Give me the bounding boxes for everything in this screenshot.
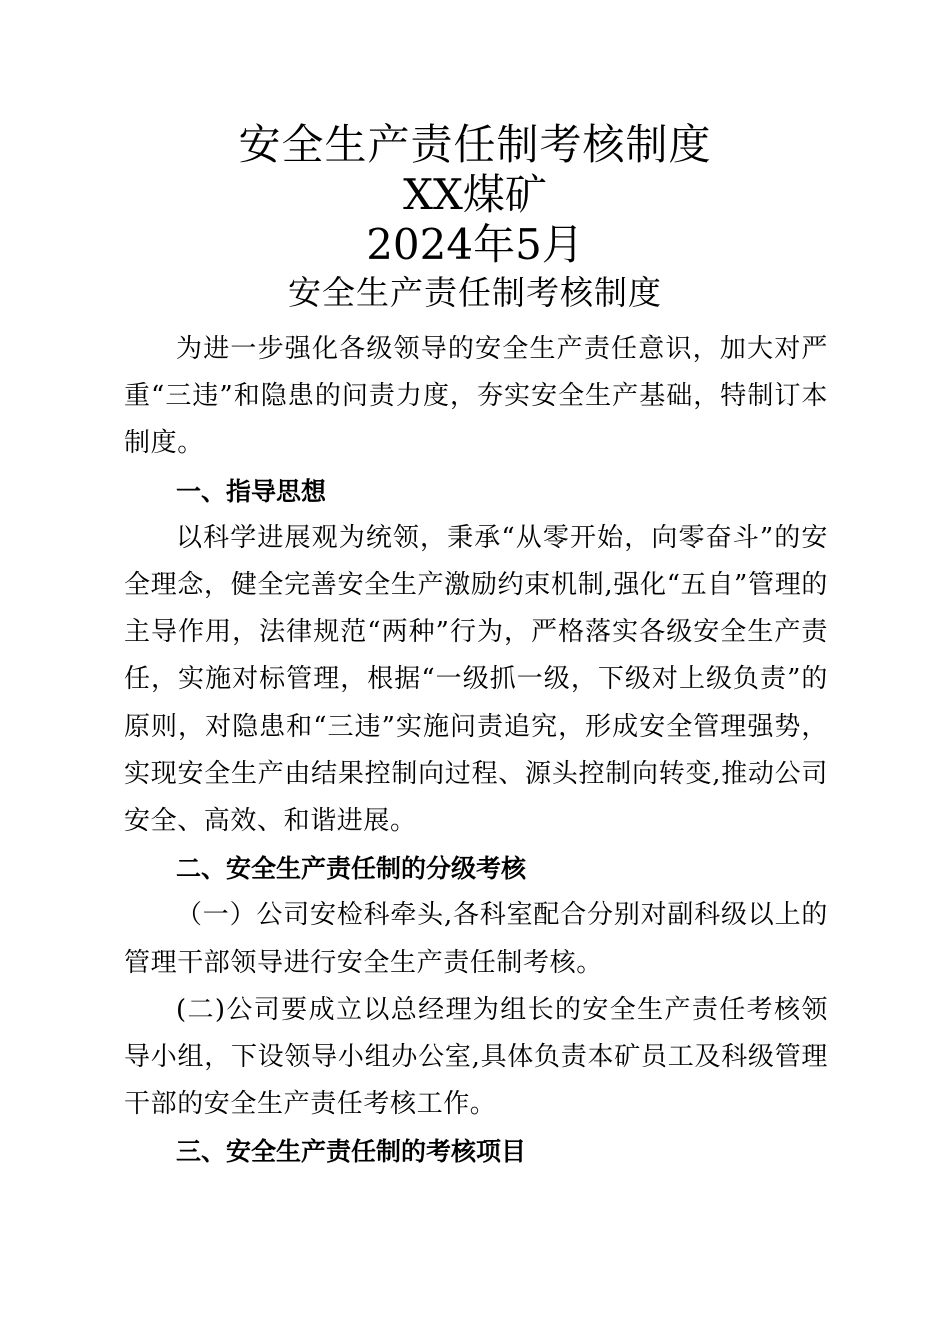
section-heading: 三、安全生产责任制的考核项目 bbox=[176, 1137, 527, 1167]
cover-organization: XX煤矿 bbox=[403, 170, 547, 219]
cover-title: 安全生产责任制考核制度 bbox=[238, 120, 712, 169]
cover-block bbox=[0, 120, 950, 316]
cover-date: 2024年5月 bbox=[366, 220, 584, 269]
section-heading: 一、指导思想 bbox=[176, 476, 327, 506]
section-paragraph: （一）公司安检科牵头,各科室配合分别对副科级以上的管理干部领导进行安全生产责任制考核。 bbox=[124, 900, 828, 978]
section-paragraph: 以科学进展观为统领，秉承“从零开始，向零奋斗”的安全理念，健全完善安全生产激励约束机制,强化“五自”管理的主导作用，法律规范“两种”行为，严格落实各级安全生产责任，实施对标管理，根据“一级抓一级，下级对上级负责”的原则，对隐患和“三违”实施问责追究，形成安全管理强势，实现安全生产由结果控制向过程、源头控制向转变,推动公司安全、高效、和谐进展。 bbox=[124, 522, 828, 837]
section-heading: 二、安全生产责任制的分级考核 bbox=[176, 854, 527, 884]
intro-paragraph: 为进一步强化各级领导的安全生产责任意识，加大对严重“三违”和隐患的问责力度，夯实安全生产基础，特制订本制度。 bbox=[124, 334, 828, 459]
document-title: 安全生产责任制考核制度 bbox=[288, 273, 662, 312]
section-paragraph: (二)公司要成立以总经理为组长的安全生产责任考核领导小组，下设领导小组办公室,具体负责本矿员工及科级管理干部的安全生产责任考核工作。 bbox=[124, 994, 828, 1120]
document-body bbox=[124, 326, 828, 1176]
